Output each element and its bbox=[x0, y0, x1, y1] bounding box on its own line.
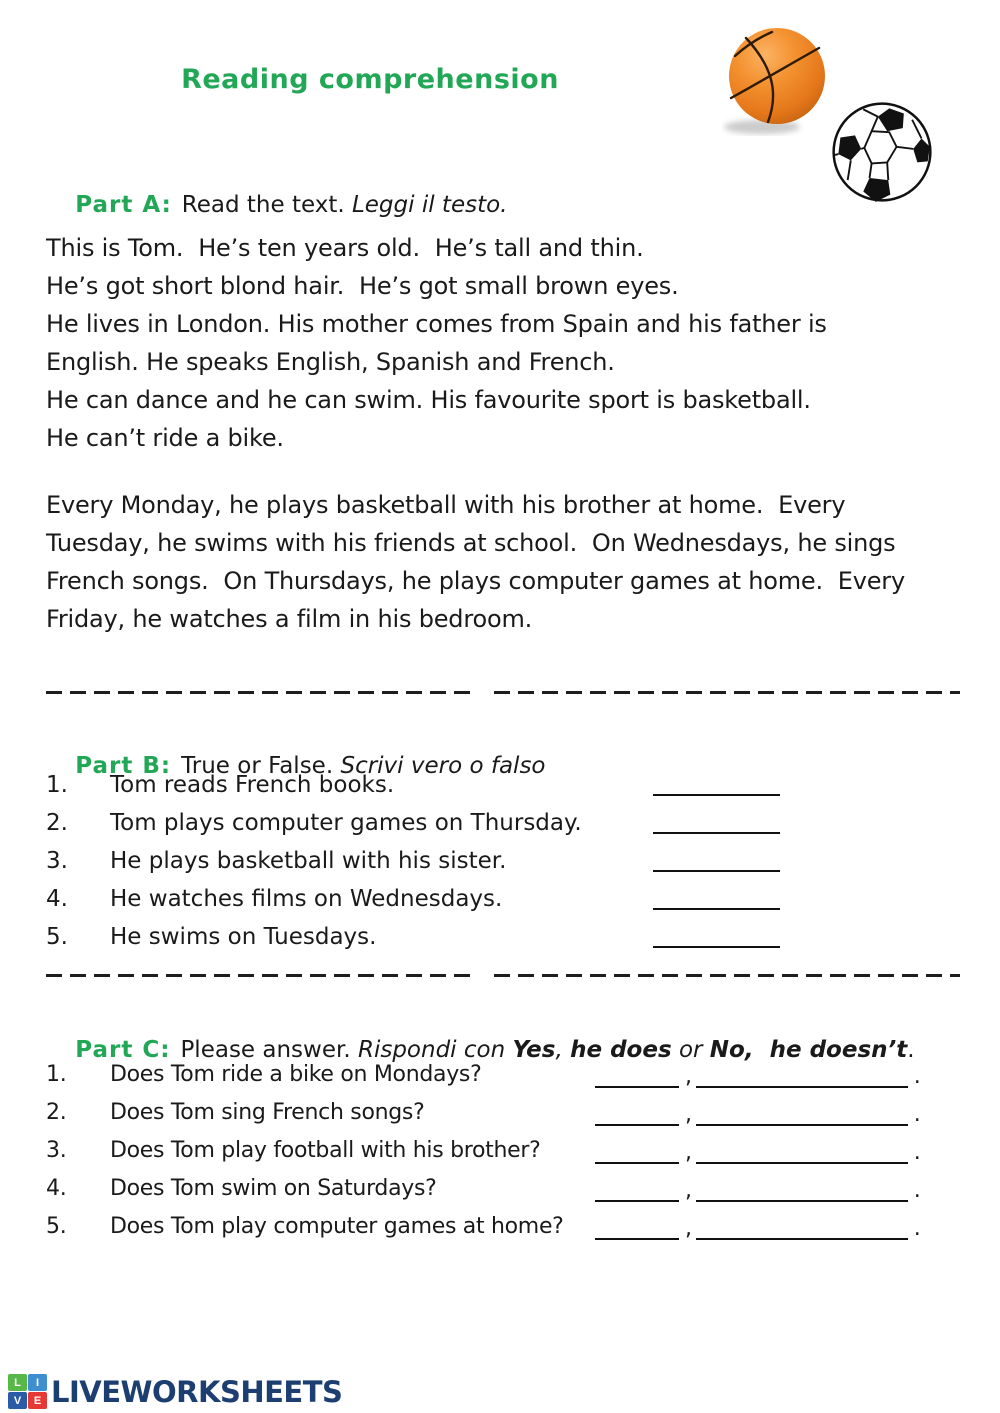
question-row bbox=[46, 1172, 960, 1210]
dashed-divider bbox=[46, 691, 960, 694]
part-c-question-list bbox=[46, 1058, 960, 1248]
logo-tile: E bbox=[28, 1392, 47, 1409]
divider-segment bbox=[46, 974, 476, 977]
part-b-question-list bbox=[46, 768, 960, 958]
true-false-row bbox=[46, 882, 960, 920]
instruction-segment: . bbox=[907, 1037, 915, 1063]
question-text: Does Tom swim on Saturdays? bbox=[110, 1176, 437, 1201]
question-number: 4. bbox=[46, 886, 68, 912]
logo-tile: I bbox=[28, 1374, 47, 1391]
question-text: Does Tom sing French songs? bbox=[110, 1100, 425, 1125]
reading-paragraph-1 bbox=[46, 229, 827, 457]
reading-text-line: Friday, he watches a film in his bedroom. bbox=[46, 605, 533, 633]
true-false-row bbox=[46, 806, 960, 844]
answer-period: . bbox=[913, 1064, 921, 1089]
part-a-label: Part A: bbox=[75, 192, 172, 218]
long-answer-blank[interactable] bbox=[696, 1062, 908, 1088]
answer-area bbox=[595, 1134, 924, 1164]
answer-area bbox=[595, 1172, 924, 1202]
answer-period: . bbox=[913, 1140, 921, 1165]
part-a-instruction-italian: Leggi il testo. bbox=[351, 192, 508, 218]
long-answer-blank[interactable] bbox=[696, 1138, 908, 1164]
answer-comma: , bbox=[685, 1216, 692, 1241]
reading-text-line: He can’t ride a bike. bbox=[46, 424, 284, 452]
true-false-row bbox=[46, 768, 960, 806]
answer-area bbox=[595, 1096, 924, 1126]
reading-text-line: This is Tom. He’s ten years old. He’s tall and thin. bbox=[46, 234, 644, 262]
answer-comma: , bbox=[685, 1064, 692, 1089]
short-answer-blank[interactable] bbox=[595, 1062, 679, 1088]
answer-blank[interactable] bbox=[653, 884, 780, 910]
long-answer-blank[interactable] bbox=[696, 1100, 908, 1126]
reading-text-line: English. He speaks English, Spanish and French. bbox=[46, 348, 615, 376]
answer-comma: , bbox=[685, 1140, 692, 1165]
answer-blank[interactable] bbox=[653, 922, 780, 948]
instruction-segment: he does bbox=[570, 1037, 672, 1063]
answer-period: . bbox=[913, 1102, 921, 1127]
question-row bbox=[46, 1058, 960, 1096]
brand-name: LIVEWORKSHEETS bbox=[51, 1374, 343, 1409]
question-row bbox=[46, 1134, 960, 1172]
long-answer-blank[interactable] bbox=[696, 1176, 908, 1202]
logo-tile: V bbox=[8, 1392, 27, 1409]
question-number: 1. bbox=[46, 772, 68, 798]
instruction-segment: Yes bbox=[512, 1037, 556, 1063]
answer-blank[interactable] bbox=[653, 770, 780, 796]
question-number: 2. bbox=[46, 810, 68, 836]
reading-paragraph-2 bbox=[46, 486, 905, 638]
divider-segment bbox=[46, 691, 476, 694]
reading-text-line: He’s got short blond hair. He’s got small brown eyes. bbox=[46, 272, 679, 300]
part-b-instruction: True or False. bbox=[181, 753, 341, 779]
dashed-divider bbox=[46, 974, 960, 977]
basketball-icon bbox=[722, 24, 834, 136]
reading-text-line: Tuesday, he swims with his friends at school. On Wednesdays, he sings bbox=[46, 529, 896, 557]
part-b-label: Part B: bbox=[75, 753, 172, 779]
divider-segment bbox=[494, 974, 960, 977]
answer-period: . bbox=[913, 1178, 921, 1203]
reading-text-line: French songs. On Thursdays, he plays computer games at home. Every bbox=[46, 567, 905, 595]
instruction-segment: , bbox=[555, 1037, 571, 1063]
question-text: Tom reads French books. bbox=[110, 772, 395, 798]
liveworksheets-logo[interactable] bbox=[8, 1374, 342, 1409]
answer-area bbox=[595, 1058, 924, 1088]
question-number: 3. bbox=[46, 848, 68, 874]
question-text: Does Tom ride a bike on Mondays? bbox=[110, 1062, 482, 1087]
short-answer-blank[interactable] bbox=[595, 1100, 679, 1126]
answer-comma: , bbox=[685, 1102, 692, 1127]
soccer-ball-icon bbox=[830, 100, 934, 204]
question-number: 2. bbox=[46, 1100, 67, 1125]
part-a-instruction: Read the text. bbox=[181, 192, 352, 218]
question-text: He plays basketball with his sister. bbox=[110, 848, 507, 874]
instruction-segment: or bbox=[671, 1037, 710, 1063]
question-number: 1. bbox=[46, 1062, 67, 1087]
true-false-row bbox=[46, 844, 960, 882]
question-text: Tom plays computer games on Thursday. bbox=[110, 810, 582, 836]
divider-segment bbox=[494, 691, 960, 694]
reading-text-line: He can dance and he can swim. His favourite sport is basketball. bbox=[46, 386, 811, 414]
true-false-row bbox=[46, 920, 960, 958]
short-answer-blank[interactable] bbox=[595, 1138, 679, 1164]
instruction-segment: Please answer. bbox=[180, 1037, 358, 1063]
answer-period: . bbox=[913, 1216, 921, 1241]
question-number: 3. bbox=[46, 1138, 67, 1163]
liveworksheets-icon bbox=[8, 1374, 47, 1409]
part-b-instruction-italian: Scrivi vero o falso bbox=[340, 753, 546, 779]
question-text: Does Tom play football with his brother? bbox=[110, 1138, 541, 1163]
answer-comma: , bbox=[685, 1178, 692, 1203]
answer-area bbox=[595, 1210, 924, 1240]
reading-text-line: He lives in London. His mother comes from Spain and his father is bbox=[46, 310, 827, 338]
page-title: Reading comprehension bbox=[181, 64, 559, 95]
answer-blank[interactable] bbox=[653, 846, 780, 872]
part-c-label: Part C: bbox=[75, 1037, 171, 1063]
instruction-segment: No, he doesn’t bbox=[709, 1037, 908, 1063]
question-text: He swims on Tuesdays. bbox=[110, 924, 377, 950]
logo-tile: L bbox=[8, 1374, 27, 1391]
question-row bbox=[46, 1096, 960, 1134]
question-text: Does Tom play computer games at home? bbox=[110, 1214, 564, 1239]
question-number: 5. bbox=[46, 1214, 67, 1239]
instruction-segment: Rispondi con bbox=[357, 1037, 513, 1063]
long-answer-blank[interactable] bbox=[696, 1214, 908, 1240]
short-answer-blank[interactable] bbox=[595, 1214, 679, 1240]
reading-text-line: Every Monday, he plays basketball with his brother at home. Every bbox=[46, 491, 846, 519]
question-number: 5. bbox=[46, 924, 68, 950]
answer-blank[interactable] bbox=[653, 808, 780, 834]
question-row bbox=[46, 1210, 960, 1248]
question-number: 4. bbox=[46, 1176, 67, 1201]
question-text: He watches films on Wednesdays. bbox=[110, 886, 503, 912]
short-answer-blank[interactable] bbox=[595, 1176, 679, 1202]
